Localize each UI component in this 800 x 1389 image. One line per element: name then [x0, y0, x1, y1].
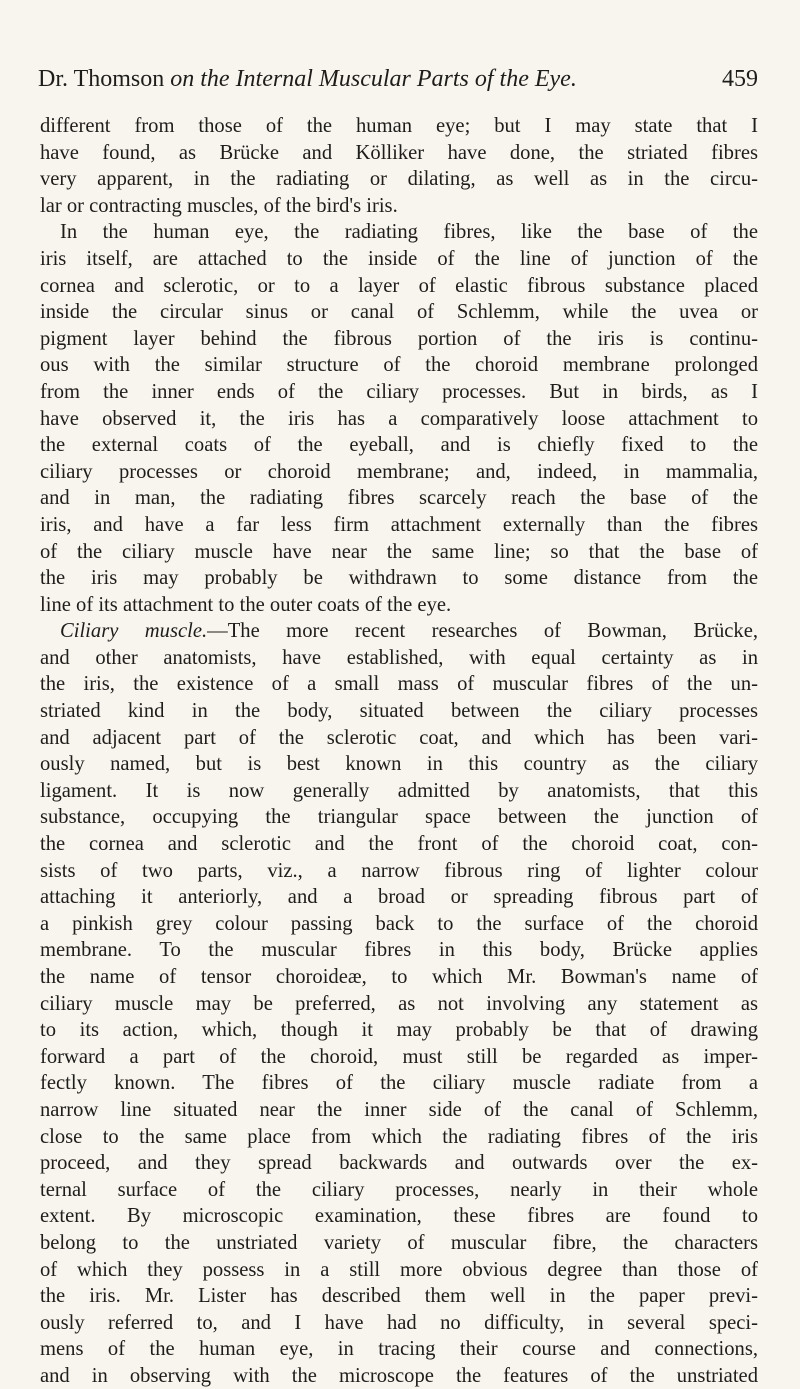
- text-line: lar or contracting muscles, of the bird's iris.: [40, 194, 398, 217]
- text-line: and in observing with the microscope the features of the unstriated: [40, 1364, 758, 1387]
- text-line: of which they possess in a still more obvious degree than those of: [40, 1258, 758, 1281]
- text-line: have found, as Brücke and Kölliker have done, the striated fibres: [40, 141, 758, 164]
- text-line: different from those of the human eye; but I may state that I: [40, 115, 758, 137]
- text-line: substance, occupying the triangular space between the junction of: [40, 806, 758, 829]
- text-line: ternal surface of the ciliary processes, nearly in their whole: [40, 1178, 758, 1201]
- running-head: [38, 62, 758, 96]
- text-line: inside the circular sinus or canal of Schlemm, while the uvea or: [40, 301, 758, 324]
- text-line: mens of the human eye, in tracing their course and connections,: [40, 1338, 758, 1361]
- text-line: close to the same place from which the radiating fibres of the iris: [40, 1125, 758, 1148]
- text-line: iris itself, are attached to the inside of the line of junction of the: [40, 247, 758, 270]
- running-title: [38, 62, 577, 96]
- text-line: iris, and have a far less firm attachment externally than the fibres: [40, 513, 758, 536]
- text-line: ligament. It is now generally admitted by anatomists, that this: [40, 779, 758, 802]
- running-title-subject: Internal Muscular Parts of the Eye.: [235, 66, 577, 92]
- text-line: narrow line situated near the inner side of the canal of Schlemm,: [40, 1098, 758, 1121]
- text-line: ciliary processes or choroid membrane; and, indeed, in mammalia,: [40, 460, 758, 483]
- text-line: the cornea and sclerotic and the front of the choroid coat, con-: [40, 833, 758, 856]
- text-line: attaching it anteriorly, and a broad or spreading fibrous part of: [40, 886, 758, 909]
- text-line: ciliary muscle may be preferred, as not involving any statement as: [40, 992, 758, 1015]
- text-line: have observed it, the iris has a comparatively loose attachment to: [40, 407, 758, 430]
- text-line: [40, 618, 758, 645]
- text-line: sists of two parts, viz., a narrow fibrous ring of lighter colour: [40, 859, 758, 882]
- text-line: to its action, which, though it may probably be that of drawing: [40, 1019, 758, 1042]
- running-title-author: Dr. Thomson: [38, 66, 171, 92]
- text-line: and other anatomists, have established, with equal certainty as in: [40, 646, 758, 669]
- text-line: the iris, the existence of a small mass of muscular fibres of the un-: [40, 673, 758, 696]
- running-title-the: the: [194, 66, 236, 92]
- text-line: ously referred to, and I have had no difficulty, in several speci-: [40, 1311, 758, 1334]
- text-line: forward a part of the choroid, must still be regarded as imper-: [40, 1045, 758, 1068]
- section-heading-ciliary-muscle: Ciliary muscle.: [60, 620, 208, 643]
- text-line: ously named, but is best known in this country as the ciliary: [40, 753, 758, 776]
- text-line: striated kind in the body, situated between the ciliary processes: [40, 700, 758, 723]
- section-heading-continuation: —The more recent researches of Bowman, Brücke,: [207, 620, 758, 643]
- text-line: a pinkish grey colour passing back to the surface of the choroid: [40, 912, 758, 935]
- page-number: 459: [722, 66, 758, 92]
- text-line: the iris. Mr. Lister has described them well in the paper previ-: [40, 1285, 758, 1308]
- text-line: In the human eye, the radiating fibres, like the base of the: [60, 221, 758, 244]
- text-line: fectly known. The fibres of the ciliary muscle radiate from a: [40, 1072, 758, 1095]
- running-title-on: on: [170, 66, 195, 92]
- text-line: extent. By microscopic examination, these fibres are found to: [40, 1205, 758, 1228]
- text-line: membrane. To the muscular fibres in this body, Brücke applies: [40, 939, 758, 962]
- text-line: proceed, and they spread backwards and outwards over the ex-: [40, 1152, 758, 1175]
- text-line: from the inner ends of the ciliary processes. But in birds, as I: [40, 380, 758, 403]
- text-line: ous with the similar structure of the choroid membrane prolonged: [40, 354, 758, 377]
- body-text: [40, 113, 758, 1389]
- text-line: pigment layer behind the fibrous portion of the iris is continu-: [40, 327, 758, 350]
- text-line: line of its attachment to the outer coats of the eye.: [40, 593, 452, 616]
- text-line: the external coats of the eyeball, and is chiefly fixed to the: [40, 434, 758, 457]
- text-line: the name of tensor choroideæ, to which Mr. Bowman's name of: [40, 966, 758, 988]
- text-line: very apparent, in the radiating or dilating, as well as in the circu-: [40, 168, 758, 191]
- text-line: cornea and sclerotic, or to a layer of elastic fibrous substance placed: [40, 274, 758, 297]
- text-line: belong to the unstriated variety of muscular fibre, the characters: [40, 1231, 758, 1254]
- text-line: and in man, the radiating fibres scarcely reach the base of the: [40, 487, 758, 510]
- text-line: the iris may probably be withdrawn to some distance from the: [40, 567, 758, 590]
- text-line: and adjacent part of the sclerotic coat, and which has been vari-: [40, 726, 758, 749]
- text-line: of the ciliary muscle have near the same line; so that the base of: [40, 540, 758, 563]
